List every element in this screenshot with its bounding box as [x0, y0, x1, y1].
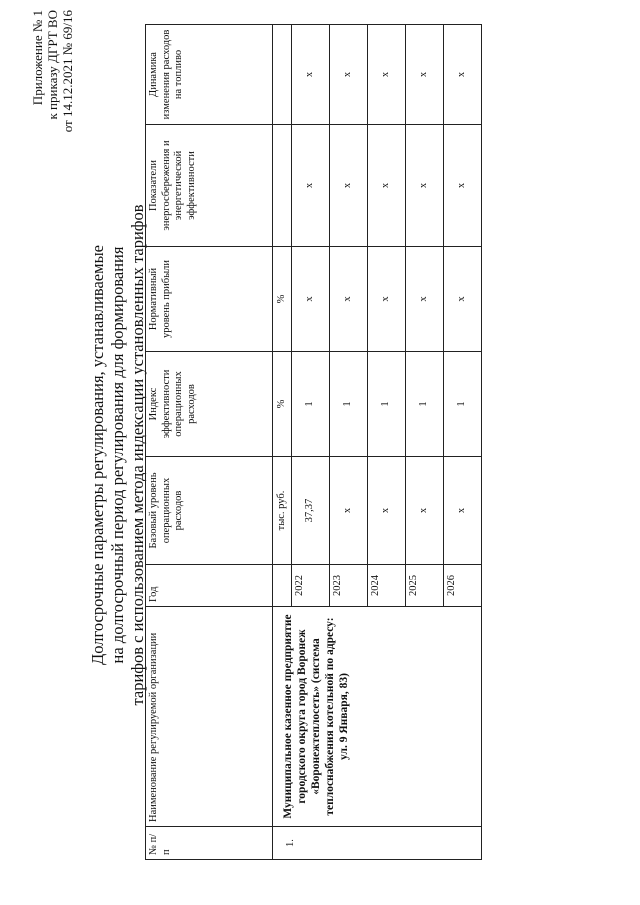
row-profit: х [368, 247, 406, 352]
row-fuel: х [292, 25, 330, 125]
appendix-line-1: Приложение № 1 [30, 10, 45, 106]
table-header-row [146, 25, 273, 860]
header-profit: Нормативный уровень прибыли [146, 247, 273, 352]
row-energy: х [444, 125, 482, 247]
row-base: 37,37 [292, 457, 330, 565]
row-profit: х [406, 247, 444, 352]
row-year: 2023 [330, 565, 368, 607]
parameters-table [145, 24, 482, 860]
row-index: 1. [285, 839, 296, 847]
units-row [273, 25, 292, 860]
units-base: тыс. руб. [273, 457, 292, 565]
row-energy: х [368, 125, 406, 247]
row-index-value: 1 [368, 352, 406, 457]
header-index: Индекс эффективности операционных расходов [146, 352, 273, 457]
row-index-value: 1 [444, 352, 482, 457]
row-base: х [368, 457, 406, 565]
units-profit: % [273, 247, 292, 352]
title-line-2: на долгосрочный период регулирования для формирования [108, 246, 127, 664]
header-energy: Показатели энергосбережения и энергетической эффективности [146, 125, 273, 247]
row-energy: х [406, 125, 444, 247]
row-fuel: х [368, 25, 406, 125]
row-year: 2022 [292, 565, 330, 607]
row-year: 2024 [368, 565, 406, 607]
row-year: 2025 [406, 565, 444, 607]
header-year: Год [146, 565, 273, 607]
header-base: Базовый уровень операционных расходов [146, 457, 273, 565]
row-index-value: 1 [330, 352, 368, 457]
row-base: х [444, 457, 482, 565]
appendix-line-3: от 14.12.2021 № 69/16 [60, 10, 75, 133]
organization-name: Муниципальное казенное предприятие городского округа город Воронеж «Воронежтеплосеть» (система теплоснабжения котельной по адресу: ул. 9 Января, 83) [273, 607, 482, 827]
units-energy [273, 125, 292, 247]
row-fuel: х [406, 25, 444, 125]
row-profit: х [330, 247, 368, 352]
row-index-cell [273, 827, 482, 860]
row-fuel: х [444, 25, 482, 125]
header-num: № п/п [146, 827, 273, 860]
document-title [88, 45, 148, 865]
row-index-value: 1 [406, 352, 444, 457]
title-line-3: тарифов с использованием метода индексации установленных тарифов [128, 204, 147, 706]
row-energy: х [292, 125, 330, 247]
units-fuel [273, 25, 292, 125]
header-fuel: Динамика изменения расходов на топливо [146, 25, 273, 125]
title-line-1: Долгосрочные параметры регулирования, устанавливаемые [88, 245, 107, 665]
row-base: х [406, 457, 444, 565]
row-energy: х [330, 125, 368, 247]
row-base: х [330, 457, 368, 565]
header-org: Наименование регулируемой организации [146, 607, 273, 827]
row-profit: х [444, 247, 482, 352]
row-year: 2026 [444, 565, 482, 607]
row-profit: х [292, 247, 330, 352]
row-index-value: 1 [292, 352, 330, 457]
row-fuel: х [330, 25, 368, 125]
appendix-line-2: к приказу ДГРТ ВО [45, 10, 60, 120]
appendix-note [30, 10, 75, 190]
units-index: % [273, 352, 292, 457]
units-year [273, 565, 292, 607]
